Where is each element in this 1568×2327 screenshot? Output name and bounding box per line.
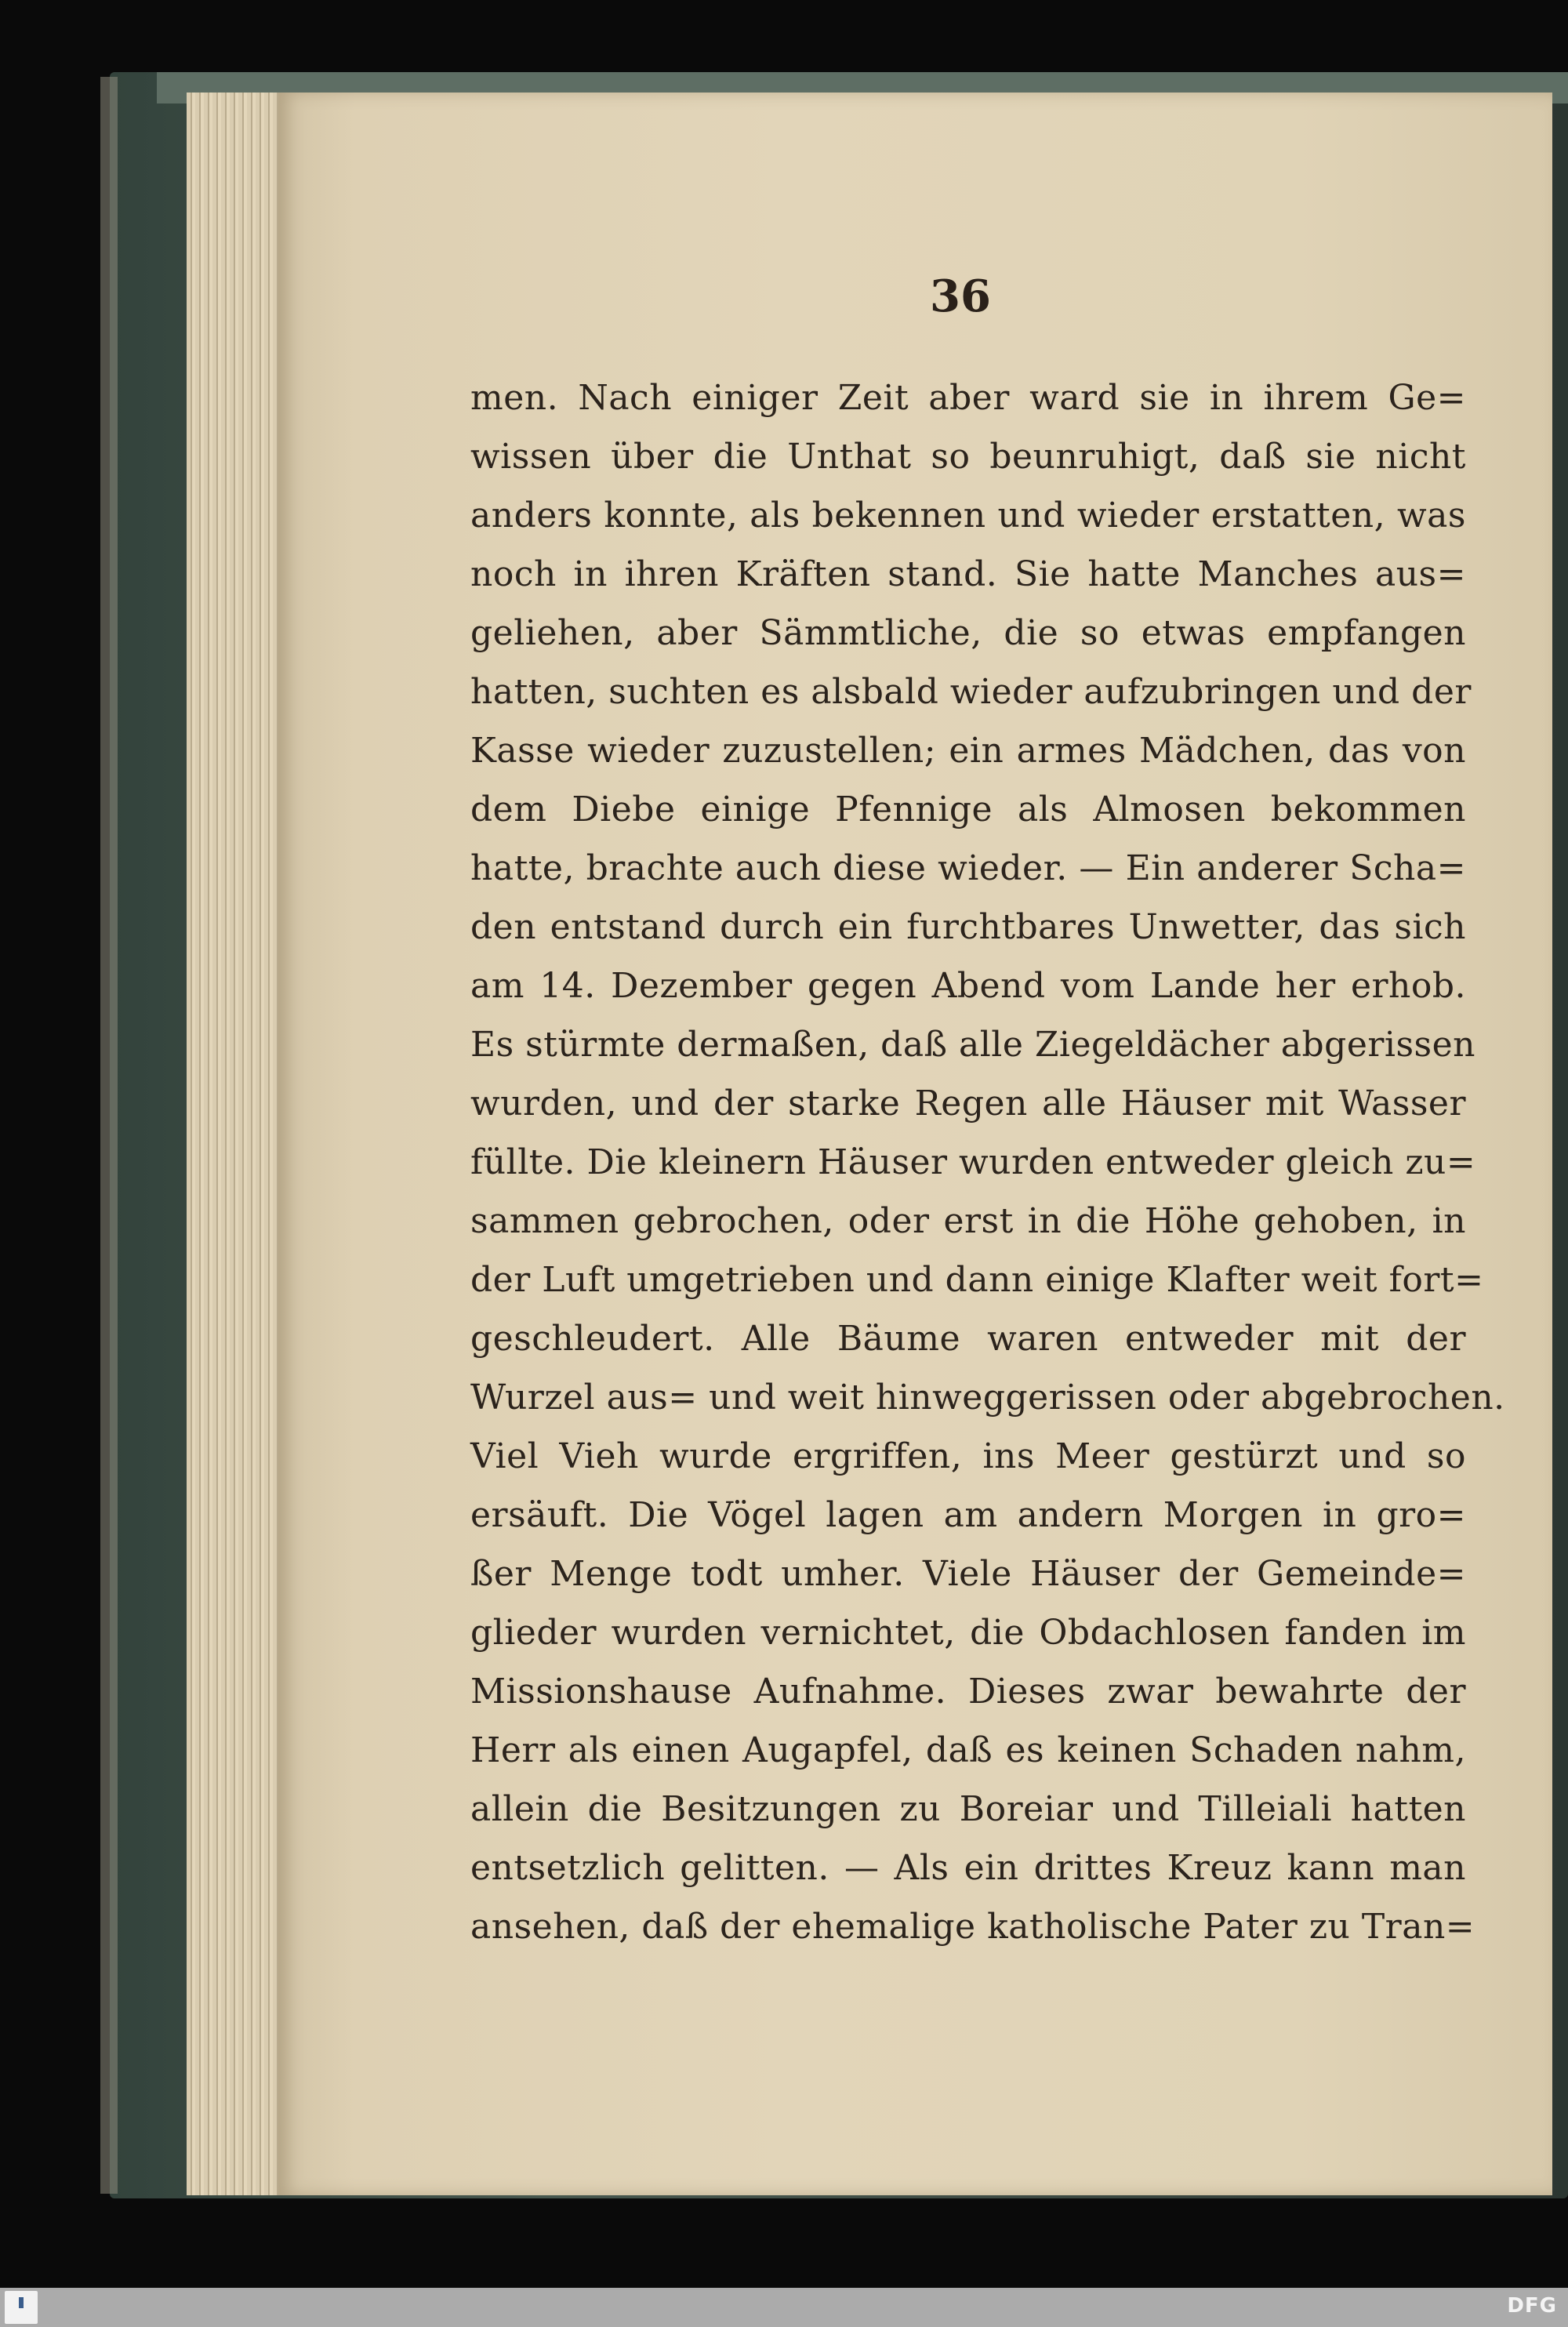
text-line: geschleudert. Alle Bäume waren entweder mit der	[470, 1319, 1466, 1359]
library-logo-icon	[5, 2291, 38, 2324]
dfg-logo: DFG	[1507, 2294, 1557, 2318]
page-stack-edges	[187, 93, 281, 2195]
text-line: wissen über die Unthat so beunruhigt, daß sie nicht	[470, 437, 1466, 477]
body-text	[470, 368, 1505, 1956]
text-line: allein die Besitzungen zu Boreiar und Tilleiali hatten	[470, 1789, 1466, 1829]
text-line: Es stürmte dermaßen, daß alle Ziegeldächer abgerissen	[470, 1025, 1476, 1065]
text-line: der Luft umgetrieben und dann einige Klafter weit fort=	[470, 1260, 1484, 1300]
text-line: Viel Vieh wurde ergriffen, ins Meer gestürzt und so	[470, 1436, 1466, 1476]
text-line: hatten, suchten es alsbald wieder aufzubringen und der	[470, 672, 1472, 712]
text-line: noch in ihren Kräften stand. Sie hatte Manches aus=	[470, 554, 1466, 594]
spine-edge	[100, 77, 118, 2194]
text-line: sammen gebrochen, oder erst in die Höhe gehoben, in	[470, 1201, 1466, 1241]
text-line: hatte, brachte auch diese wieder. — Ein anderer Scha=	[470, 848, 1466, 888]
text-line: füllte. Die kleinern Häuser wurden entweder gleich zu=	[470, 1142, 1476, 1182]
text-line: den entstand durch ein furchtbares Unwetter, das sich	[470, 907, 1466, 947]
text-line: wurden, und der starke Regen alle Häuser mit Wasser	[470, 1084, 1466, 1124]
text-line: am 14. Dezember gegen Abend vom Lande her erhob.	[470, 966, 1466, 1006]
text-line: glieder wurden vernichtet, die Obdachlosen fanden im	[470, 1613, 1466, 1653]
text-line: Wurzel aus= und weit hinweggerissen oder abgebrochen.	[470, 1378, 1505, 1418]
text-line: anders konnte, als bekennen und wieder erstatten, was	[470, 496, 1466, 535]
text-line: Herr als einen Augapfel, daß es keinen Schaden nahm,	[470, 1730, 1466, 1770]
text-line: geliehen, aber Sämmtliche, die so etwas empfangen	[470, 613, 1466, 653]
text-line: Kasse wieder zuzustellen; ein armes Mädchen, das von	[470, 731, 1466, 771]
text-line: ßer Menge todt umher. Viele Häuser der Gemeinde=	[470, 1554, 1466, 1594]
text-line: dem Diebe einige Pfennige als Almosen bekommen	[470, 790, 1466, 830]
text-line: Missionshause Aufnahme. Dieses zwar bewahrte der	[470, 1672, 1466, 1712]
logo-mark	[19, 2297, 24, 2308]
page-number: 36	[930, 270, 991, 322]
text-line: ansehen, daß der ehemalige katholische Pater zu Tran=	[470, 1907, 1475, 1947]
text-line: entsetzlich gelitten. — Als ein drittes Kreuz kann man	[470, 1848, 1466, 1888]
text-line: ersäuft. Die Vögel lagen am andern Morgen in gro=	[470, 1495, 1466, 1535]
viewer-footer-bar	[0, 2288, 1568, 2327]
text-line: men. Nach einiger Zeit aber ward sie in ihrem Ge=	[470, 378, 1466, 418]
